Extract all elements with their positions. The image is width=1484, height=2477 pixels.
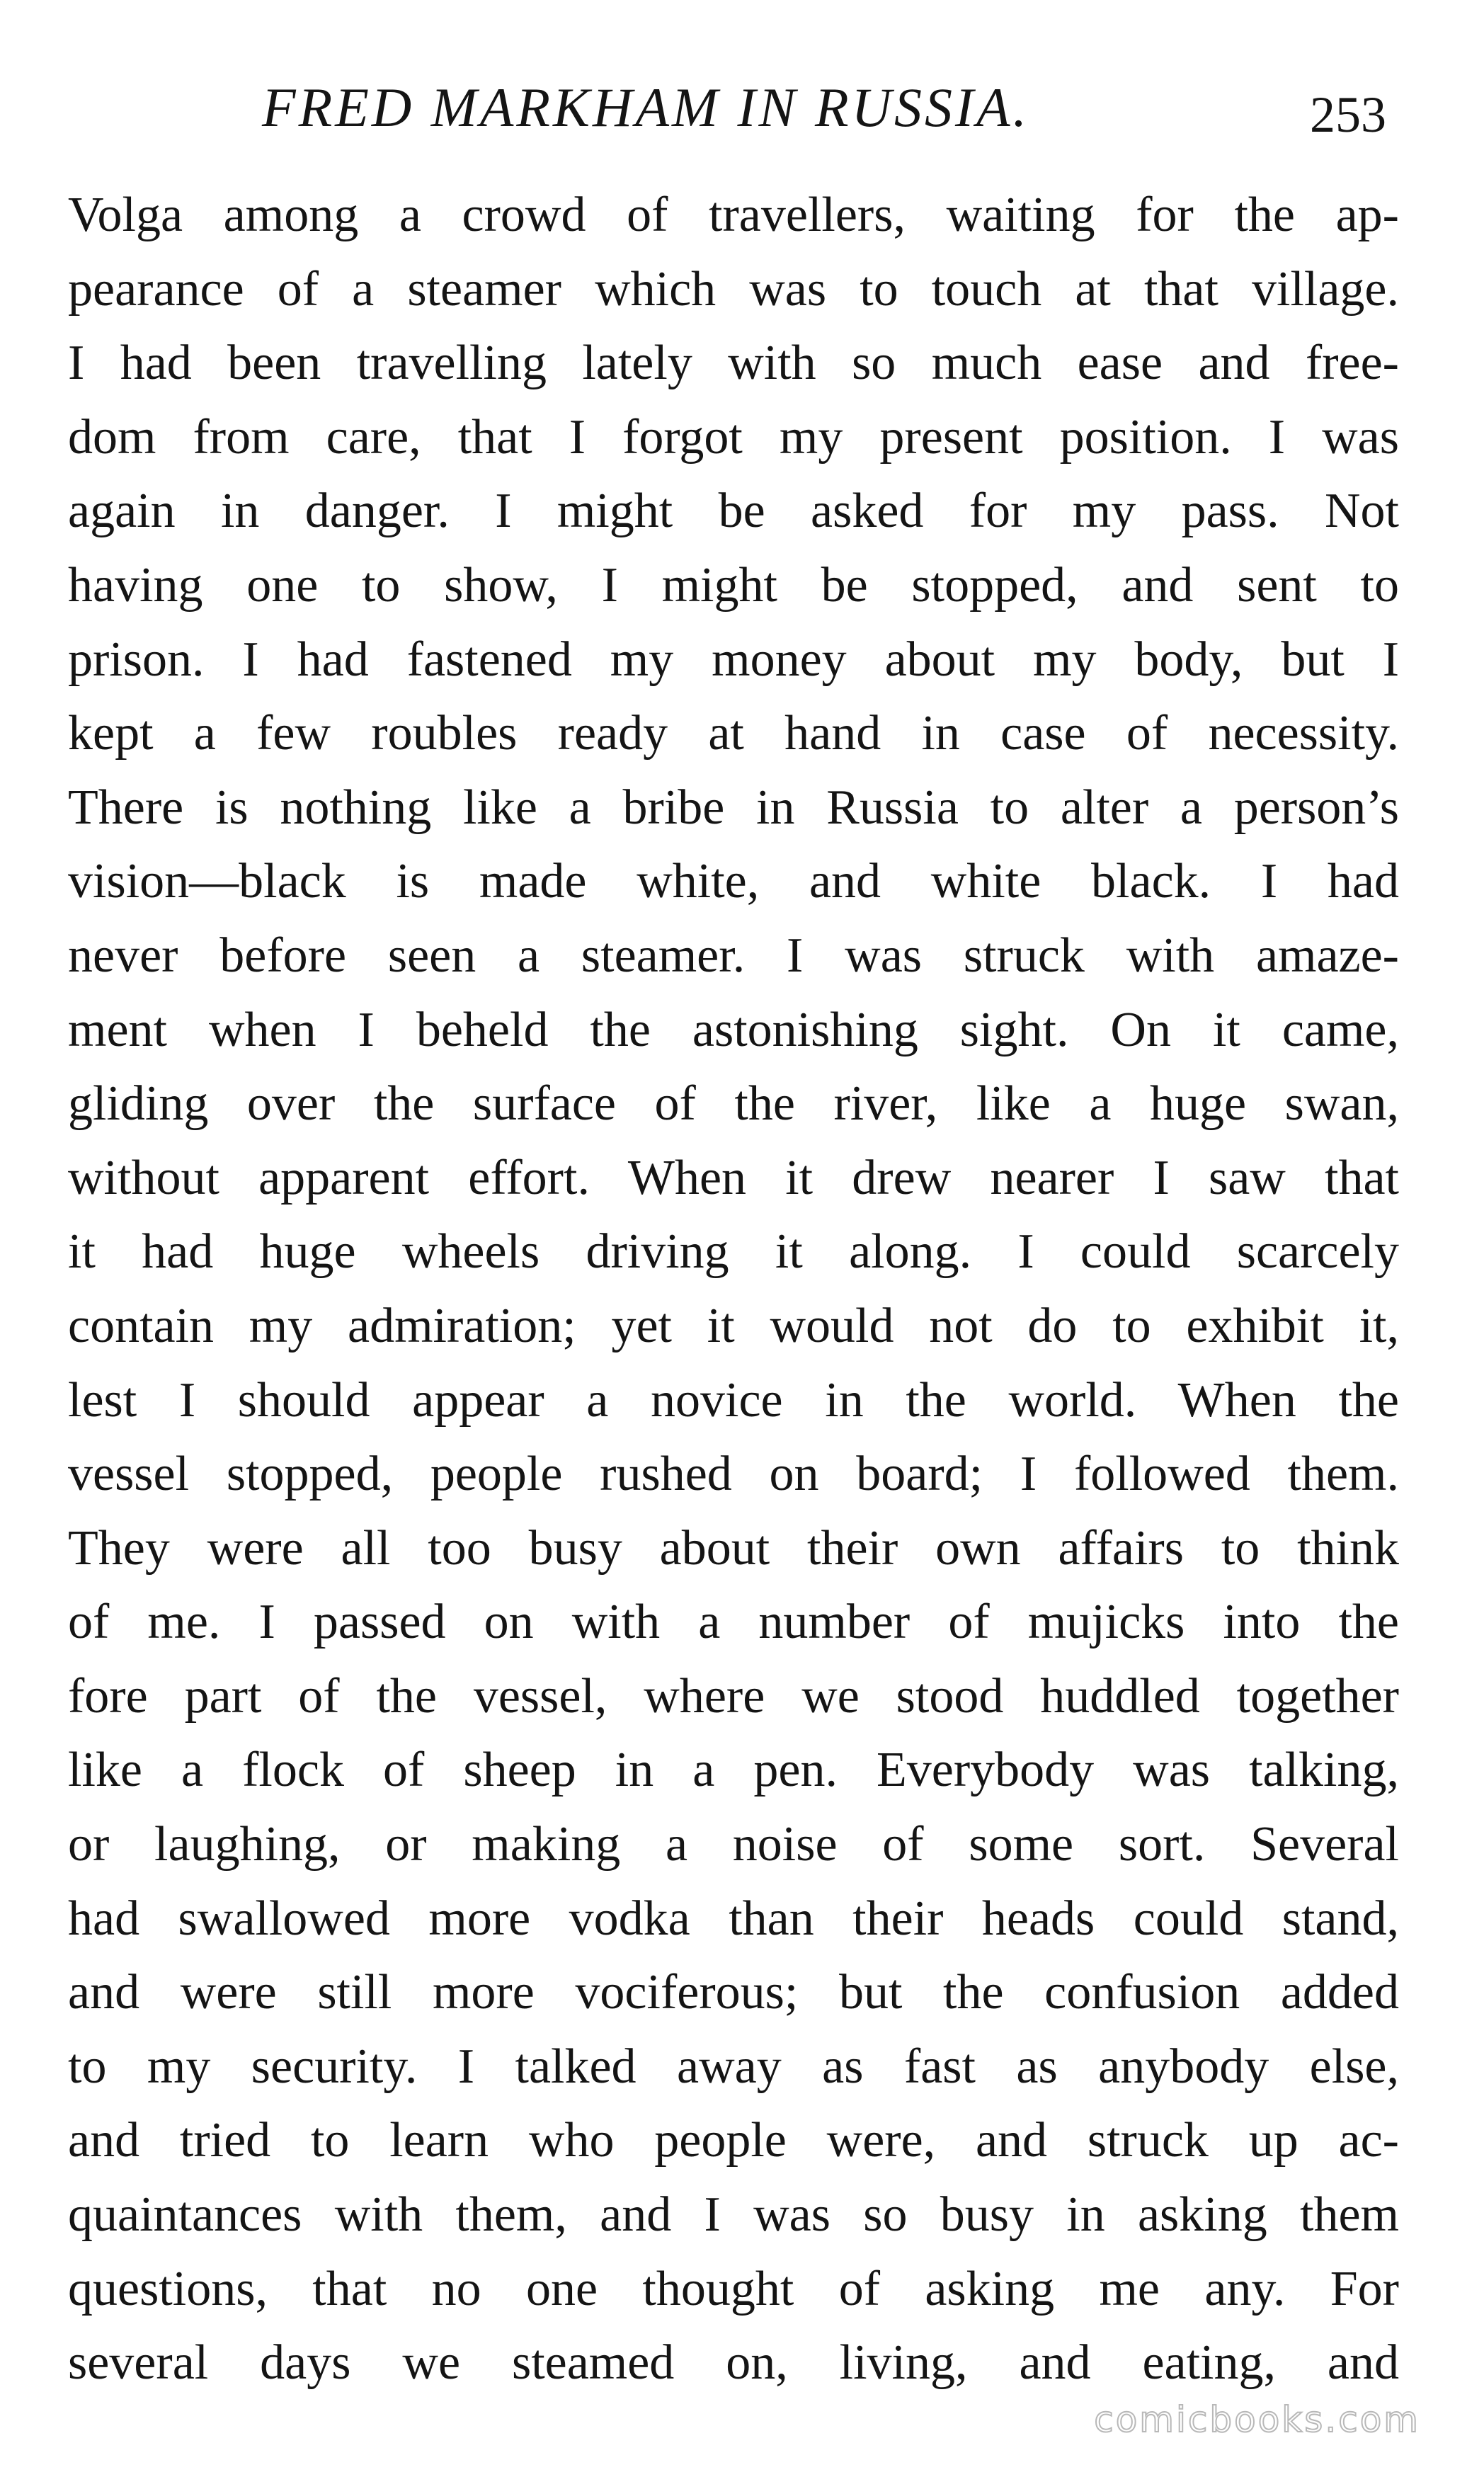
watermark: comicbooks.com <box>1094 2399 1420 2440</box>
text-line: several days we steamed on, living, and eating, and <box>68 2335 1399 2391</box>
text-line: it had huge wheels driving it along. I could scarcely <box>68 1224 1399 1280</box>
text-line: had swallowed more vodka than their heads could stand, <box>68 1891 1399 1946</box>
text-line: and tried to learn who people were, and struck up ac- <box>68 2113 1399 2168</box>
text-line: fore part of the vessel, where we stood huddled together <box>68 1668 1399 1724</box>
text-line: without apparent effort. When it drew nearer I saw that <box>68 1150 1399 1205</box>
text-line: gliding over the surface of the river, like a huge swan, <box>68 1076 1399 1132</box>
text-line: vessel stopped, people rushed on board; I followed them. <box>68 1447 1399 1502</box>
text-line: questions, that no one thought of asking me any. For <box>68 2261 1399 2316</box>
text-line: prison. I had fastened my money about my body, but I <box>68 632 1399 687</box>
text-line: pearance of a steamer which was to touch at that village. <box>68 261 1399 317</box>
text-line: to my security. I talked away as fast as anybody else, <box>68 2039 1399 2094</box>
text-line: dom from care, that I forgot my present position. I was <box>68 409 1399 465</box>
text-line: like a flock of sheep in a pen. Everybody was talking, <box>68 1743 1399 1798</box>
running-title: FRED MARKHAM IN RUSSIA. <box>262 76 1030 138</box>
text-line: again in danger. I might be asked for my pass. Not <box>68 484 1399 539</box>
text-line: kept a few roubles ready at hand in case of necessity. <box>68 706 1399 761</box>
text-line: Volga among a crowd of travellers, waiting for the ap- <box>68 188 1399 242</box>
text-line: There is nothing like a bribe in Russia to alter a person’s <box>68 780 1399 835</box>
text-line: They were all too busy about their own affairs to think <box>68 1520 1399 1576</box>
text-line: or laughing, or making a noise of some sort. Several <box>68 1817 1399 1872</box>
text-line: ment when I beheld the astonishing sight. On it came, <box>68 1002 1399 1057</box>
text-line: and were still more vociferous; but the confusion added <box>68 1965 1399 2020</box>
text-line: lest I should appear a novice in the world. When the <box>68 1372 1399 1428</box>
text-line: contain my admiration; yet it would not do to exhibit it, <box>68 1298 1399 1353</box>
text-line: vision—black is made white, and white black. I had <box>68 854 1399 909</box>
text-line: quaintances with them, and I was so busy in asking them <box>68 2187 1399 2243</box>
text-line: I had been travelling lately with so much ease and free- <box>68 336 1399 391</box>
page-header <box>0 65 1484 150</box>
text-line: never before seen a steamer. I was struck with amaze- <box>68 928 1399 983</box>
page-number: 253 <box>1310 86 1386 143</box>
body-text <box>68 178 1399 2401</box>
text-line: having one to show, I might be stopped, and sent to <box>68 557 1399 613</box>
text-line: of me. I passed on with a number of mujicks into the <box>68 1595 1399 1650</box>
